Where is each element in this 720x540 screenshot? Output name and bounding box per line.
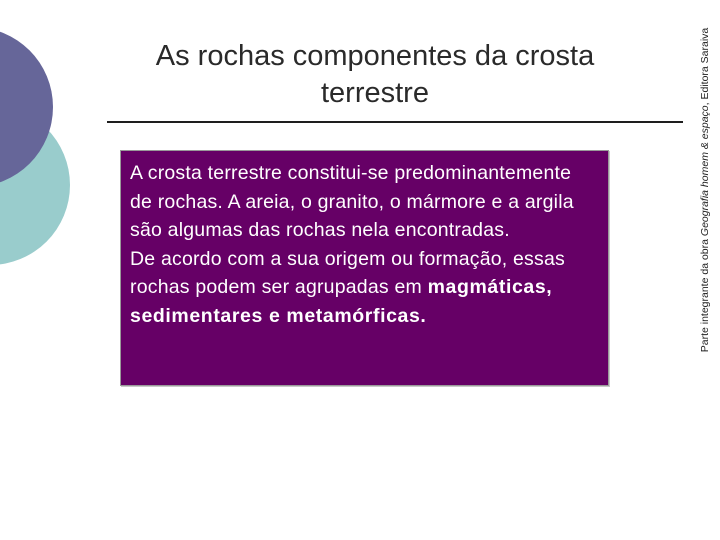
paragraph-2 [130, 245, 598, 331]
credit-note [699, 28, 711, 353]
credit-prefix: Parte integrante da obra [699, 236, 711, 353]
paragraph-1: A crosta terrestre constitui-se predominantemente de rochas. A areia, o granito, o mármore e a argila são algumas das rochas nela encontradas. [130, 162, 574, 241]
title-divider [107, 121, 683, 123]
credit-work: Geografia homem & espaço [699, 105, 711, 237]
credit-suffix: , Editora Saraiva [699, 27, 711, 106]
decorative-circles [0, 0, 80, 300]
content-box [120, 150, 609, 386]
slide-title: As rochas componentes da crosta terrestre [155, 40, 595, 109]
paragraph-2-text: De acordo com a sua origem ou formação, essas rochas podem ser agrupadas em [130, 247, 565, 298]
rock-types: magmáticas, sedimentares e metamórficas. [130, 276, 553, 327]
